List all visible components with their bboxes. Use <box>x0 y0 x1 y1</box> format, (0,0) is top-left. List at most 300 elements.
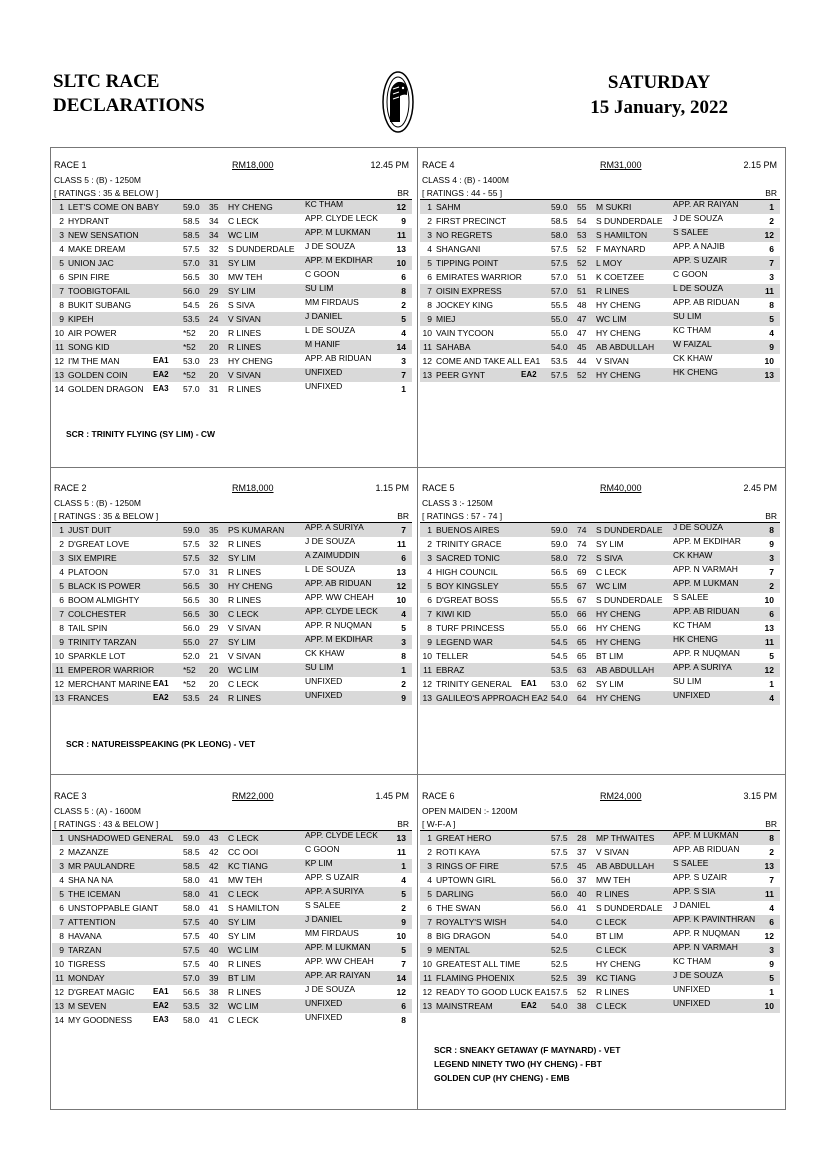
horse-name: UPTOWN GIRL <box>436 875 496 885</box>
jockey: BT LIM <box>596 931 624 941</box>
rating: 37 <box>577 875 587 885</box>
rating: 24 <box>209 693 219 703</box>
horse-name: JUST DUIT <box>68 525 112 535</box>
table-row <box>420 270 780 284</box>
weight: 53.5 <box>183 314 200 324</box>
weight: 56.0 <box>551 889 568 899</box>
weight: 53.5 <box>183 693 200 703</box>
horse-number: 3 <box>427 861 432 871</box>
weight: 58.0 <box>183 889 200 899</box>
barrier: 7 <box>401 959 406 969</box>
table-row <box>420 943 780 957</box>
barrier: 9 <box>401 693 406 703</box>
rating: 51 <box>577 286 587 296</box>
barrier: 4 <box>769 693 774 703</box>
trainer: UNFIXED <box>305 1012 343 1022</box>
table-row <box>420 228 780 242</box>
horse-number: 1 <box>59 202 64 212</box>
weight: 56.0 <box>183 286 200 296</box>
trainer: APP. M LUKMAN <box>305 942 371 952</box>
horse-number: 4 <box>427 567 432 577</box>
weight: 57.0 <box>183 567 200 577</box>
trainer: APP. AR RAIYAN <box>305 970 371 980</box>
horse-name: EBRAZ <box>436 665 465 675</box>
trainer: HK CHENG <box>673 367 718 377</box>
horse-number: 6 <box>59 595 64 605</box>
jockey: C LECK <box>596 945 627 955</box>
race-name: RACE 1 <box>54 160 87 170</box>
horse-name: DARLING <box>436 889 474 899</box>
barrier: 13 <box>396 567 406 577</box>
barrier: 3 <box>401 637 406 647</box>
table-row <box>52 691 412 705</box>
trainer: L DE SOUZA <box>305 325 356 335</box>
barrier: 8 <box>769 833 774 843</box>
horse-name: SHA NA NA <box>68 875 113 885</box>
rating: 20 <box>209 665 219 675</box>
table-row <box>52 649 412 663</box>
race-name: RACE 3 <box>54 791 87 801</box>
rating: 21 <box>209 651 219 661</box>
horse-number: 12 <box>54 356 64 366</box>
jockey: HY CHENG <box>228 356 273 366</box>
race-time: 2.15 PM <box>743 160 777 170</box>
rating: 64 <box>577 693 587 703</box>
trainer: APP. M LUKMAN <box>673 830 739 840</box>
jockey: S SIVA <box>228 300 255 310</box>
weight: 53.0 <box>183 356 200 366</box>
rating: 74 <box>577 539 587 549</box>
rating: 29 <box>209 623 219 633</box>
entry-tag: EA1 <box>153 987 169 996</box>
rating: 67 <box>577 581 587 591</box>
horse-number: 1 <box>427 525 432 535</box>
jockey: R LINES <box>228 595 262 605</box>
race-heading <box>420 483 780 497</box>
table-row <box>52 256 412 270</box>
race-heading <box>420 791 780 805</box>
horse-number: 7 <box>59 286 64 296</box>
barrier: 6 <box>401 1001 406 1011</box>
horse-number: 1 <box>59 525 64 535</box>
barrier: 3 <box>769 945 774 955</box>
barrier: 6 <box>769 917 774 927</box>
jockey: BT LIM <box>228 973 256 983</box>
barrier: 11 <box>765 637 774 647</box>
rating: 40 <box>209 959 219 969</box>
scratching-line: SCR : NATUREISSPEAKING (PK LEONG) - VET <box>66 739 256 749</box>
horse-name: NEW SENSATION <box>68 230 139 240</box>
horse-number: 13 <box>54 370 64 380</box>
rating: 48 <box>577 300 587 310</box>
horse-name: UNION JAC <box>68 258 114 268</box>
barrier: 10 <box>764 595 774 605</box>
jockey: HY CHENG <box>228 202 273 212</box>
horse-number: 12 <box>422 679 432 689</box>
rating: 32 <box>209 244 219 254</box>
horse-name: GOLDEN DRAGON <box>68 384 144 394</box>
jockey: AB ABDULLAH <box>596 861 655 871</box>
race-class: CLASS 5 : (B) - 1250M <box>54 498 141 508</box>
horse-number: 12 <box>54 679 64 689</box>
trainer: J DE SOUZA <box>673 522 724 532</box>
trainer: SU LIM <box>305 283 334 293</box>
barrier: 14 <box>396 973 406 983</box>
rating: 32 <box>209 553 219 563</box>
grid-divider-row-1 <box>50 467 786 468</box>
horse-number: 4 <box>59 244 64 254</box>
table-row <box>52 985 412 999</box>
horse-name: EMPEROR WARRIOR <box>68 665 155 675</box>
race-ratings-text: [ RATINGS : 35 & BELOW ] <box>54 188 159 198</box>
horse-number: 12 <box>422 987 432 997</box>
race-ratings-text: [ RATINGS : 57 - 74 ] <box>422 511 503 521</box>
horse-name: MAKE DREAM <box>68 244 126 254</box>
weight: 55.0 <box>551 328 568 338</box>
weight: 57.5 <box>551 861 568 871</box>
table-row <box>52 523 412 537</box>
race-block <box>420 483 780 705</box>
weight: *52 <box>183 342 196 352</box>
barrier: 10 <box>764 356 774 366</box>
rating: 47 <box>577 314 587 324</box>
barrier: 1 <box>401 861 406 871</box>
table-row <box>420 691 780 705</box>
horse-number: 4 <box>427 244 432 254</box>
trainer: APP. N VARMAH <box>673 564 738 574</box>
horse-name: SIX EMPIRE <box>68 553 117 563</box>
weight: 54.0 <box>551 693 568 703</box>
trainer: C GOON <box>305 269 340 279</box>
horse-name: SHANGANI <box>436 244 481 254</box>
table-row <box>420 887 780 901</box>
horse-name: D'GREAT MAGIC <box>68 987 135 997</box>
weight: *52 <box>183 679 196 689</box>
race-date <box>590 70 728 120</box>
barrier: 12 <box>764 665 774 675</box>
trainer: UNFIXED <box>673 690 711 700</box>
horse-number: 9 <box>427 314 432 324</box>
horse-name: SAHABA <box>436 342 471 352</box>
trainer: KC THAM <box>673 620 712 630</box>
horse-number: 8 <box>427 300 432 310</box>
horse-number: 3 <box>427 230 432 240</box>
jockey: S SIVA <box>596 553 623 563</box>
horse-number: 9 <box>427 945 432 955</box>
rating: 34 <box>209 216 219 226</box>
barrier: 8 <box>401 651 406 661</box>
weight: 53.0 <box>551 679 568 689</box>
race-heading <box>52 160 412 174</box>
trainer: J DE SOUZA <box>305 984 356 994</box>
weight: 56.5 <box>183 595 200 605</box>
trainer: APP. AB RIDUAN <box>673 297 740 307</box>
rating: 31 <box>209 567 219 577</box>
weight: 56.5 <box>183 581 200 591</box>
jockey: SY LIM <box>228 553 256 563</box>
title-line-2: DECLARATIONS <box>53 95 205 116</box>
barrier: 8 <box>769 300 774 310</box>
race-prize: RM31,000 <box>600 160 642 170</box>
weight: 54.0 <box>551 917 568 927</box>
barrier: 6 <box>769 609 774 619</box>
table-row <box>420 621 780 635</box>
barrier: 5 <box>769 973 774 983</box>
rating: 30 <box>209 272 219 282</box>
barrier: 5 <box>401 889 406 899</box>
jockey: MP THWAITES <box>596 833 655 843</box>
trainer: UNFIXED <box>673 984 711 994</box>
race-class: CLASS 4 : (B) - 1400M <box>422 175 509 185</box>
scratchings <box>66 427 215 441</box>
barrier: 9 <box>401 917 406 927</box>
table-row <box>52 887 412 901</box>
jockey: SY LIM <box>228 258 256 268</box>
jockey: S HAMILTON <box>228 903 280 913</box>
rating: 62 <box>577 679 587 689</box>
trainer: M HANIF <box>305 339 340 349</box>
barrier: 9 <box>401 216 406 226</box>
race-prize: RM18,000 <box>232 483 274 493</box>
trainer: L DE SOUZA <box>305 564 356 574</box>
race-name: RACE 5 <box>422 483 455 493</box>
horse-name: BOOM ALMIGHTY <box>68 595 140 605</box>
rating: 45 <box>577 861 587 871</box>
trainer: CK KHAW <box>673 550 713 560</box>
weight: 56.5 <box>183 987 200 997</box>
horse-name: MY GOODNESS <box>68 1015 133 1025</box>
table-row <box>420 256 780 270</box>
scratchings <box>434 1043 620 1085</box>
horse-number: 11 <box>423 342 432 352</box>
entry-tag: EA2 <box>153 370 169 379</box>
barrier: 1 <box>769 202 774 212</box>
trainer: L DE SOUZA <box>673 283 724 293</box>
race-block <box>52 160 412 396</box>
race-ratings-text: [ RATINGS : 44 - 55 ] <box>422 188 503 198</box>
trainer: APP. S UZAIR <box>673 872 728 882</box>
barrier: 14 <box>396 342 406 352</box>
jockey: V SIVAN <box>228 651 261 661</box>
horse-number: 9 <box>59 314 64 324</box>
barrier: 3 <box>769 553 774 563</box>
horse-number: 10 <box>422 328 432 338</box>
weight: 57.0 <box>551 272 568 282</box>
weight: 58.0 <box>551 553 568 563</box>
weight: 57.5 <box>183 945 200 955</box>
horse-number: 2 <box>427 847 432 857</box>
rating: 52 <box>577 244 587 254</box>
jockey: SY LIM <box>228 917 256 927</box>
weight: 58.0 <box>183 875 200 885</box>
table-row <box>52 663 412 677</box>
jockey: C LECK <box>228 609 259 619</box>
jockey: R LINES <box>596 987 630 997</box>
race-ratings-text: [ RATINGS : 35 & BELOW ] <box>54 511 159 521</box>
weight: 56.0 <box>551 875 568 885</box>
jockey: R LINES <box>228 693 262 703</box>
barrier: 1 <box>769 679 774 689</box>
weight: 58.0 <box>551 230 568 240</box>
horse-name: MIEJ <box>436 314 456 324</box>
rating: 28 <box>577 833 587 843</box>
rating: 39 <box>209 973 219 983</box>
weight: 56.0 <box>183 623 200 633</box>
horse-name: COLCHESTER <box>68 609 127 619</box>
race-ratings-text: [ W-F-A ] <box>422 819 456 829</box>
rating: 27 <box>209 637 219 647</box>
trainer: APP. M EKDIHAR <box>305 255 373 265</box>
horse-name: SPARKLE LOT <box>68 651 126 661</box>
horse-number: 8 <box>59 623 64 633</box>
race-block <box>420 791 780 1013</box>
barrier: 11 <box>397 847 406 857</box>
horse-name: GOLDEN COIN <box>68 370 128 380</box>
table-row <box>420 340 780 354</box>
jockey: HY CHENG <box>596 623 641 633</box>
weight: 59.0 <box>183 525 200 535</box>
barrier: 6 <box>401 272 406 282</box>
rating: 41 <box>577 903 587 913</box>
weight: *52 <box>183 328 196 338</box>
race-time: 1.15 PM <box>375 483 409 493</box>
race-heading <box>52 791 412 805</box>
horse-name: OISIN EXPRESS <box>436 286 502 296</box>
barrier-header: BR <box>765 511 777 521</box>
table-row <box>52 382 412 396</box>
trainer: S SALEE <box>305 900 341 910</box>
barrier: 11 <box>397 230 406 240</box>
barrier-header: BR <box>765 819 777 829</box>
entry-tag: EA2 <box>153 1001 169 1010</box>
weight: 55.0 <box>183 637 200 647</box>
barrier: 8 <box>769 525 774 535</box>
horse-number: 8 <box>427 931 432 941</box>
horse-number: 13 <box>422 693 432 703</box>
table-row <box>52 1013 412 1027</box>
table-row <box>420 312 780 326</box>
barrier: 5 <box>769 651 774 661</box>
weight: 55.0 <box>551 609 568 619</box>
barrier: 4 <box>401 609 406 619</box>
horse-number: 7 <box>59 609 64 619</box>
horse-number: 11 <box>55 973 64 983</box>
trainer: APP. CLYDE LECK <box>305 213 378 223</box>
rating: 30 <box>209 595 219 605</box>
rating: 32 <box>209 1001 219 1011</box>
horse-number: 10 <box>54 328 64 338</box>
barrier: 12 <box>764 931 774 941</box>
trainer: APP. M EKDIHAR <box>305 634 373 644</box>
weight: 58.5 <box>183 230 200 240</box>
weight: 56.5 <box>183 272 200 282</box>
jockey: HY CHENG <box>596 637 641 647</box>
race-time: 2.45 PM <box>743 483 777 493</box>
weight: 58.5 <box>183 216 200 226</box>
table-row <box>52 228 412 242</box>
jockey: HY CHENG <box>596 693 641 703</box>
horse-name: MAINSTREAM <box>436 1001 493 1011</box>
horse-name: SAHM <box>436 202 461 212</box>
jockey: S DUNDERDALE <box>596 216 663 226</box>
barrier: 1 <box>401 384 406 394</box>
trainer: APP. S SIA <box>673 886 716 896</box>
horse-number: 7 <box>427 917 432 927</box>
barrier: 5 <box>401 945 406 955</box>
trainer: KC THAM <box>673 325 712 335</box>
horse-number: 13 <box>54 693 64 703</box>
jockey: R LINES <box>596 286 630 296</box>
jockey: R LINES <box>228 539 262 549</box>
barrier: 13 <box>396 244 406 254</box>
trainer: KC THAM <box>673 956 712 966</box>
table-row <box>420 677 780 691</box>
rating: 37 <box>577 847 587 857</box>
weight: 58.5 <box>183 861 200 871</box>
horse-number: 1 <box>427 202 432 212</box>
weight: 54.5 <box>551 651 568 661</box>
rating: 23 <box>209 356 219 366</box>
trainer: APP. AB RIDUAN <box>673 844 740 854</box>
weight: 54.5 <box>551 637 568 647</box>
table-row <box>52 368 412 382</box>
horse-number: 11 <box>55 342 64 352</box>
horse-number: 10 <box>54 651 64 661</box>
horse-number: 10 <box>422 651 432 661</box>
jockey: F MAYNARD <box>596 244 646 254</box>
jockey: C LECK <box>228 1015 259 1025</box>
jockey: C LECK <box>228 833 259 843</box>
horse-number: 5 <box>59 581 64 591</box>
horse-name: KIPEH <box>68 314 94 324</box>
table-row <box>420 579 780 593</box>
race-class: CLASS 5 : (B) - 1250M <box>54 175 141 185</box>
horse-number: 3 <box>59 230 64 240</box>
entry-tag: EA1 <box>521 679 537 688</box>
trainer: CK KHAW <box>305 648 345 658</box>
barrier: 10 <box>396 258 406 268</box>
trainer: APP. AB RIDUAN <box>673 606 740 616</box>
horse-number: 4 <box>59 875 64 885</box>
jockey: AB ABDULLAH <box>596 342 655 352</box>
horse-name: ATTENTION <box>68 917 116 927</box>
jockey: V SIVAN <box>228 370 261 380</box>
horse-name: LEGEND WAR <box>436 637 493 647</box>
trainer: CK KHAW <box>673 353 713 363</box>
rating: 20 <box>209 342 219 352</box>
barrier: 4 <box>769 328 774 338</box>
weight: 57.5 <box>183 244 200 254</box>
rating: 45 <box>577 342 587 352</box>
rating: 31 <box>209 258 219 268</box>
horse-name: I'M THE MAN <box>68 356 120 366</box>
jockey: R LINES <box>596 889 630 899</box>
barrier: 3 <box>769 272 774 282</box>
barrier: 5 <box>769 314 774 324</box>
barrier: 2 <box>769 581 774 591</box>
weight: 57.5 <box>183 553 200 563</box>
weight: 58.0 <box>183 903 200 913</box>
barrier-header: BR <box>397 188 409 198</box>
barrier: 12 <box>764 230 774 240</box>
trainer: KC THAM <box>305 199 344 209</box>
horse-name: TAIL SPIN <box>68 623 108 633</box>
race-name: RACE 6 <box>422 791 455 801</box>
table-row <box>52 326 412 340</box>
rating: 42 <box>209 847 219 857</box>
scratching-line: GOLDEN CUP (HY CHENG) - EMB <box>434 1073 570 1083</box>
horse-number: 3 <box>427 553 432 563</box>
